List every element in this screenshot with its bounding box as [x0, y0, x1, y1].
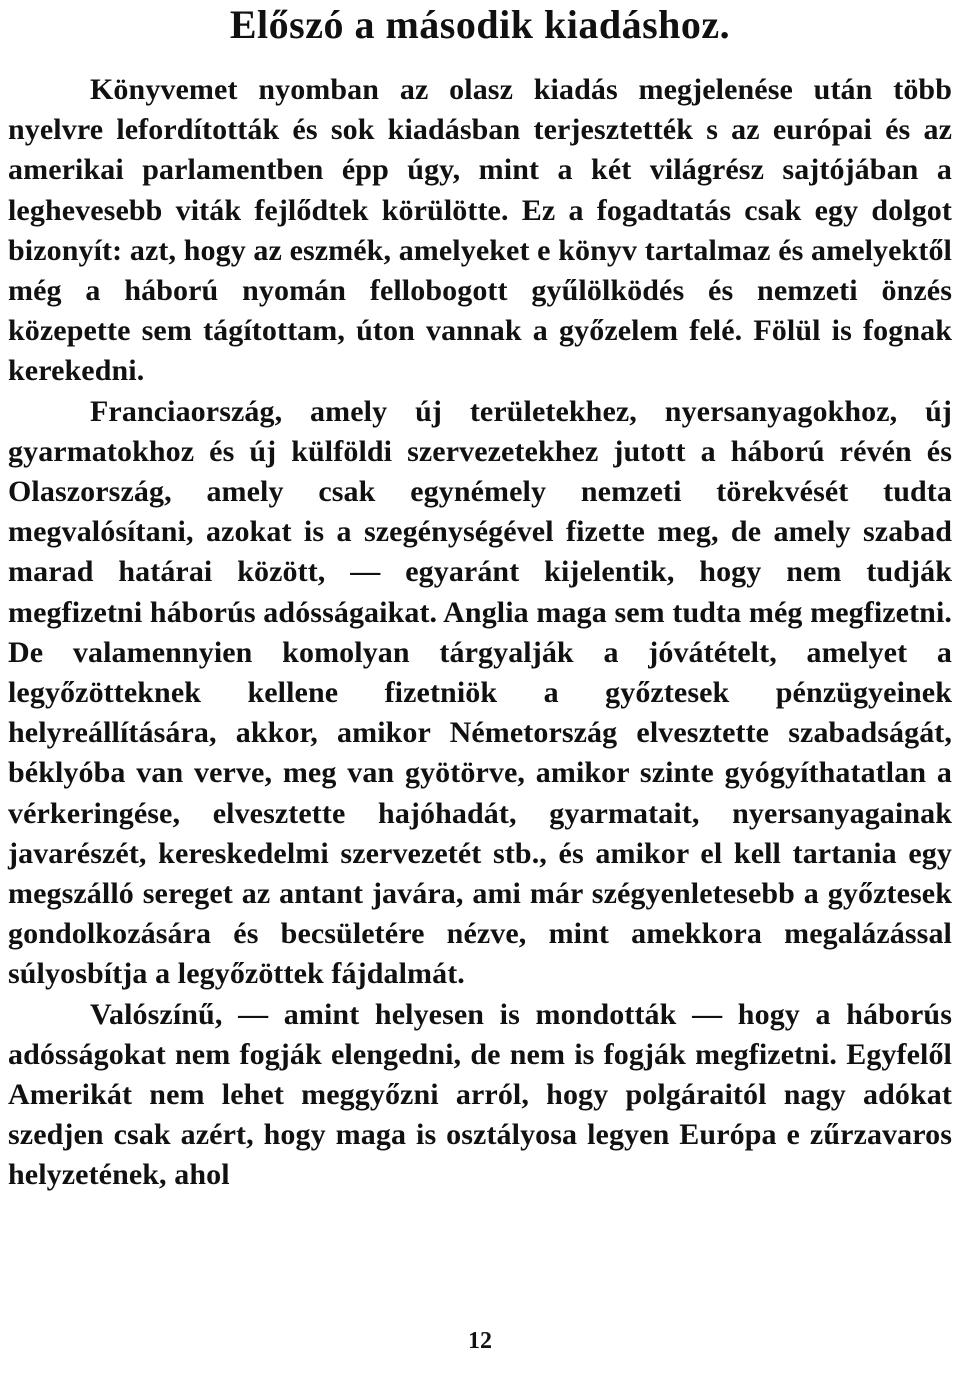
page-number: 12	[468, 1328, 492, 1354]
paragraph: Könyvemet nyomban az olasz kiadás megjelenése után több nyelvre lefordították és sok kiadásban terjesztették s az európai és az amerikai parlamentben épp úgy, mint a két világrész sajtójában a leghevesebb viták fejlődtek körülötte. Ez a fogadtatás csak egy dolgot bizonyít: azt, hogy az eszmék, amelyeket e könyv tartalmaz és amelyektől még a háború nyomán fellobogott gyűlölködés és nemzeti önzés közepette sem tágítottam, úton vannak a győzelem felé. Fölül is fognak kerekedni.	[8, 73, 952, 388]
paragraph: Valószínű, — amint helyesen is mondották — hogy a háborús adósságokat nem fogják elengedni, de nem is fogják megfizetni. Egyfelől Amerikát nem lehet meggyőzni arról, hogy polgáraitól nagy adókat szedjen csak azért, hogy maga is osztályosa legyen Európa e zűrzavaros helyzetének, ahol	[8, 997, 952, 1192]
chapter-title: Előszó a második kiadáshoz.	[229, 2, 731, 47]
body-text	[8, 70, 952, 1196]
paragraph: Franciaország, amely új területekhez, nyersanyagokhoz, új gyarmatokhoz és új külföldi szervezetekhez jutott a háború révén és Olaszország, amely csak egynémely nemzeti törekvését tudta megvalósítani, azokat is a szegénységével fizette meg, de amely szabad marad határai között, — egyaránt kijelentik, hogy nem tudják megfizetni háborús adósságaikat. Anglia maga sem tudta még megfizetni. De valamennyien komolyan tárgyalják a jóvátételt, amelyet a legyőzötteknek kellene fizetniök a győztesek pénzügyeinek helyreállítására, akkor, amikor Németország elvesztette szabadságát, béklyóba van verve, meg van gyötörve, amikor szinte gyógyíthatatlan a vérkeringése, elvesztette hajóhadát, gyarmatait, nyersanyagainak javarészét, kereskedelmi szervezetét stb., és amikor el kell tartania egy megszálló sereget az antant javára, ami már szégyenletesebb a győztesek gondolkozására és becsületére nézve, mint amekkora megalázással súlyosbítja a legyőzöttek fájdalmát.	[8, 394, 952, 991]
